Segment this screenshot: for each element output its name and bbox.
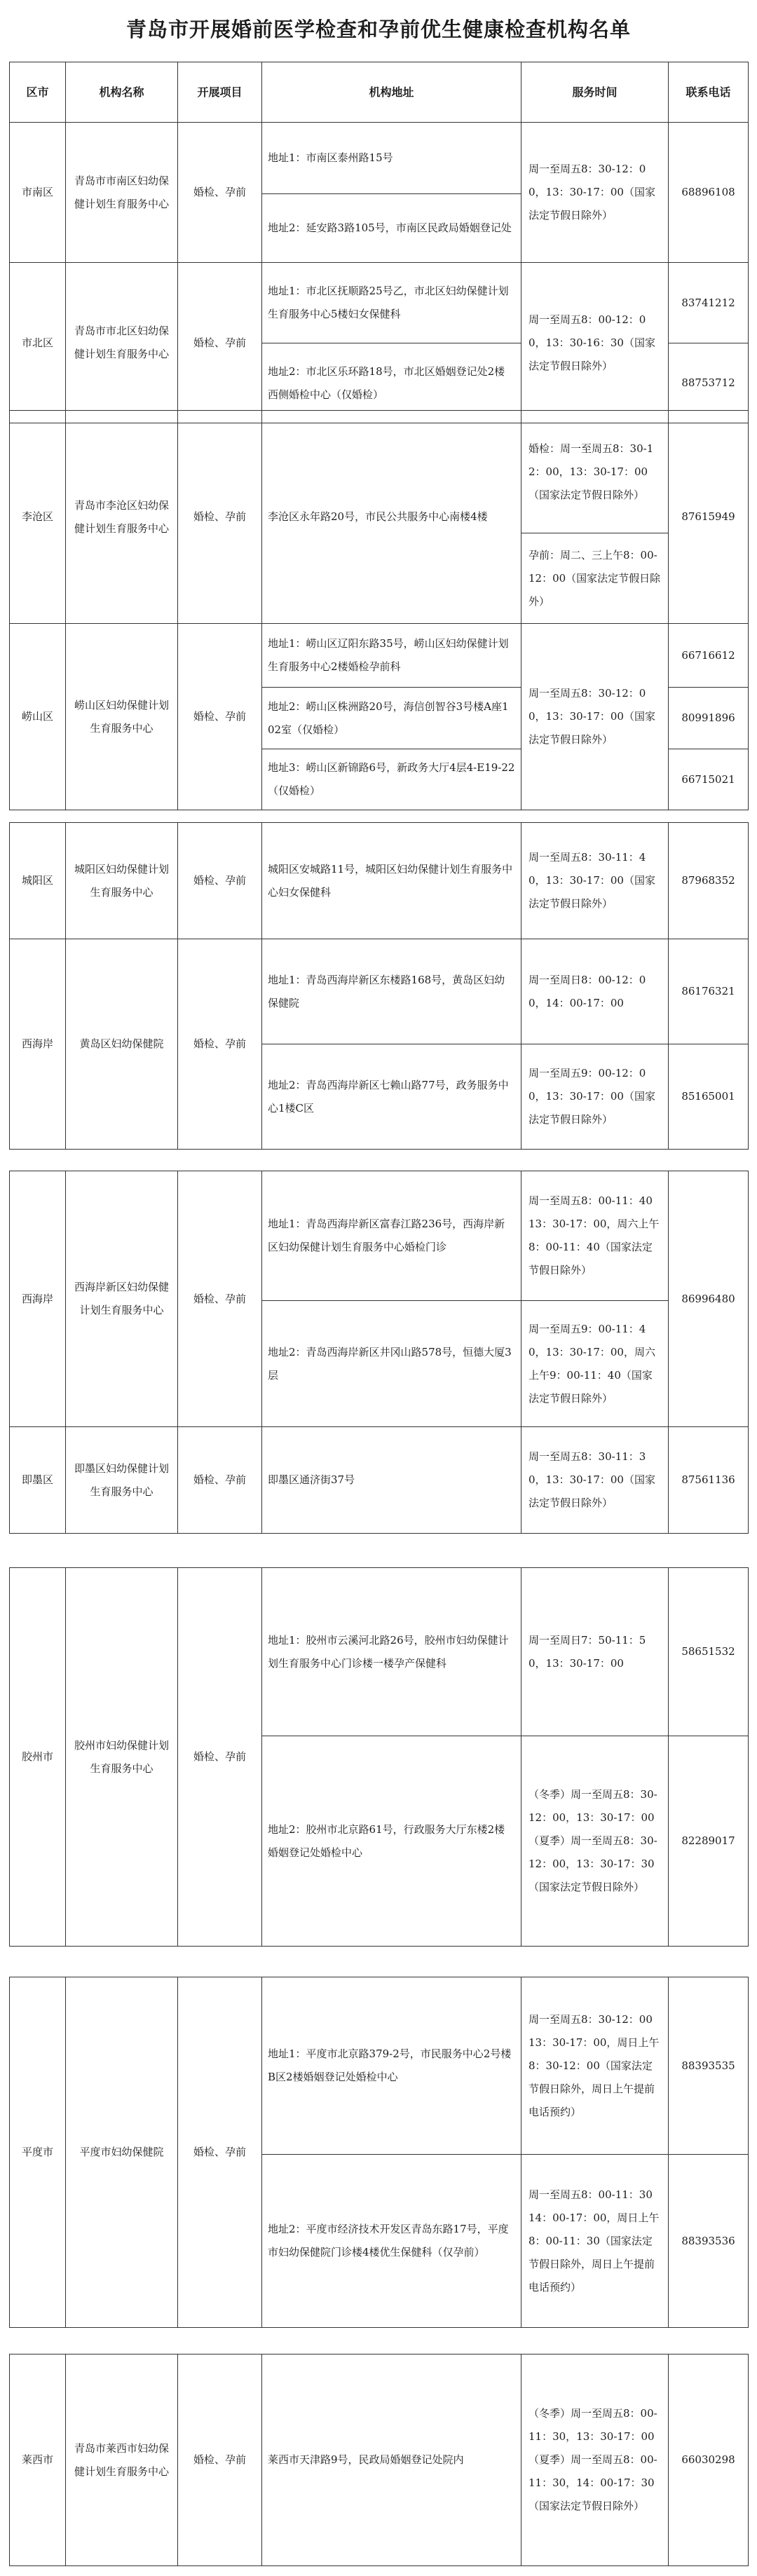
table-row [10,123,749,194]
phone-cell: 87968352 [669,823,749,939]
address-cell: 地址1：青岛西海岸新区东楼路168号，黄岛区妇幼保健院 [262,939,521,1044]
services-cell: 婚检、孕前 [178,1568,262,1947]
institution-table-page-6 [9,1977,749,2328]
phone-cell: 86996480 [669,1171,749,1427]
district-cell: 市北区 [10,263,66,423]
hours-cell: 周一至周五8：30-11：30，13：30-17：00（国家法定节假日除外） [521,1427,669,1534]
table-header-row [10,62,749,123]
address-cell: 地址2：市北区乐环路18号，市北区婚姻登记处2楼西侧婚检中心（仅婚检） [262,343,521,423]
hours-cell: 孕前：周二、三上午8：00-12：00（国家法定节假日除外） [521,533,669,624]
institution-table-page-2 [9,410,749,810]
district-cell: 即墨区 [10,1427,66,1534]
table-row [10,411,749,533]
district-cell: 城阳区 [10,823,66,939]
services-cell: 婚检、孕前 [178,1977,262,2328]
district-cell: 西海岸 [10,939,66,1150]
phone-cell: 85165001 [669,1044,749,1150]
institution-table-page-1 [9,62,749,423]
institution-name: 平度市妇幼保健院 [66,1977,178,2328]
services-cell: 婚检、孕前 [178,823,262,939]
hours-cell: 婚检：周一至周五8：30-12：00，13：30-17：00（国家法定节假日除外） [521,411,669,533]
services-cell: 婚检、孕前 [178,1427,262,1534]
phone-cell: 66715021 [669,749,749,810]
phone-cell: 87561136 [669,1427,749,1534]
institution-table-page-3 [9,822,749,1150]
header-address: 机构地址 [262,62,521,123]
address-cell: 地址2：胶州市北京路61号，行政服务大厅东楼2楼婚姻登记处婚检中心 [262,1736,521,1947]
table-row [10,624,749,688]
phone-cell: 58651532 [669,1568,749,1736]
address-cell: 地址2：延安路3路105号，市南区民政局婚姻登记处 [262,194,521,263]
header-phone: 联系电话 [669,62,749,123]
district-cell: 胶州市 [10,1568,66,1947]
hours-cell: （冬季）周一至周五8：30-12：00，13：30-17：00（夏季）周一至周五8：30-12：00，13：30-17：30（国家法定节假日除外） [521,1736,669,1947]
address-cell: 地址1：崂山区辽阳东路35号，崂山区妇幼保健计划生育服务中心2楼婚检孕前科 [262,624,521,688]
institution-table-page-4 [9,1171,749,1534]
address-cell: 莱西市天津路9号，民政局婚姻登记处院内 [262,2354,521,2566]
institution-table-page-5 [9,1567,749,1947]
address-cell: 地址1：胶州市云溪河北路26号，胶州市妇幼保健计划生育服务中心门诊楼一楼孕产保健科 [262,1568,521,1736]
phone-cell: 68896108 [669,123,749,263]
address-cell: 地址1：市南区泰州路15号 [262,123,521,194]
header-services: 开展项目 [178,62,262,123]
district-cell: 崂山区 [10,624,66,810]
table-row [10,1427,749,1534]
header-hours: 服务时间 [521,62,669,123]
phone-cell: 66030298 [669,2354,749,2566]
services-cell: 婚检、孕前 [178,263,262,423]
address-cell: 地址2：平度市经济技术开发区青岛东路17号，平度市妇幼保健院门诊楼4楼优生保健科（仅孕前） [262,2155,521,2328]
institution-name: 胶州市妇幼保健计划生育服务中心 [66,1568,178,1947]
phone-cell: 66716612 [669,624,749,688]
table-row [10,263,749,343]
phone-cell: 83741212 [669,263,749,343]
district-cell: 西海岸 [10,1171,66,1427]
hours-cell: 周一至周日7：50-11：50，13：30-17：00 [521,1568,669,1736]
services-cell: 婚检、孕前 [178,123,262,263]
hours-cell: 周一至周五8：30-12：00 13：30-17：00，周日上午8：30-12：00（国家法定节假日除外，周日上午提前电话预约） [521,1977,669,2155]
page-title: 青岛市开展婚前医学检查和孕前优生健康检查机构名单 [125,18,631,41]
hours-cell: （冬季）周一至周五8：00-11：30，13：30-17：00（夏季）周一至周五8：00-11：30，14：00-17：30（国家法定节假日除外） [521,2354,669,2566]
institution-name: 西海岸新区妇幼保健计划生育服务中心 [66,1171,178,1427]
table-row [10,2354,749,2566]
hours-cell: 周一至周五8：30-12：00，13：30-17：00（国家法定节假日除外） [521,123,669,263]
address-cell: 李沧区永年路20号，市民公共服务中心南楼4楼 [262,411,521,624]
district-cell: 市南区 [10,123,66,263]
phone-cell: 86176321 [669,939,749,1044]
table-row [10,939,749,1044]
hours-cell: 周一至周五9：00-11：40，13：30-17：00，周六上午9：00-11：40（国家法定节假日除外） [521,1301,669,1427]
hours-cell: 周一至周五8：00-11：30 14：00-17：00，周日上午8：00-11：30（国家法定节假日除外，周日上午提前电话预约） [521,2155,669,2328]
table-row [10,1977,749,2155]
institution-name: 黄岛区妇幼保健院 [66,939,178,1150]
institution-name: 城阳区妇幼保健计划生育服务中心 [66,823,178,939]
hours-cell: 周一至周五8：00-12：00，13：30-16：30（国家法定节假日除外） [521,263,669,423]
hours-cell: 周一至周日8：00-12：00，14：00-17：00 [521,939,669,1044]
institution-name: 青岛市莱西市妇幼保健计划生育服务中心 [66,2354,178,2566]
phone-cell: 87615949 [669,411,749,624]
table-row [10,1171,749,1301]
services-cell: 婚检、孕前 [178,411,262,624]
phone-cell: 80991896 [669,688,749,749]
services-cell: 婚检、孕前 [178,624,262,810]
address-cell: 地址2：崂山区株洲路20号，海信创智谷3号楼A座102室（仅婚检） [262,688,521,749]
address-cell: 地址1：市北区抚顺路25号乙，市北区妇幼保健计划生育服务中心5楼妇女保健科 [262,263,521,343]
institution-name: 青岛市市北区妇幼保健计划生育服务中心 [66,263,178,423]
hours-cell: 周一至周五8：00-11：40 13：30-17：00，周六上午8：00-11：40（国家法定节假日除外） [521,1171,669,1301]
address-cell: 即墨区通济街37号 [262,1427,521,1534]
district-cell: 平度市 [10,1977,66,2328]
address-cell: 地址2：青岛西海岸新区七赖山路77号，政务服务中心1楼C区 [262,1044,521,1150]
phone-cell: 88393536 [669,2155,749,2328]
phone-cell: 88393535 [669,1977,749,2155]
services-cell: 婚检、孕前 [178,2354,262,2566]
address-cell: 地址3：崂山区新锦路6号，新政务大厅4层4-E19-22（仅婚检） [262,749,521,810]
institution-name: 青岛市市南区妇幼保健计划生育服务中心 [66,123,178,263]
hours-cell: 周一至周五8：30-12：00，13：30-17：00（国家法定节假日除外） [521,624,669,810]
header-name: 机构名称 [66,62,178,123]
institution-name: 即墨区妇幼保健计划生育服务中心 [66,1427,178,1534]
institution-name: 崂山区妇幼保健计划生育服务中心 [66,624,178,810]
header-district: 区市 [10,62,66,123]
address-cell: 地址1：青岛西海岸新区富春江路236号，西海岸新区妇幼保健计划生育服务中心婚检门诊 [262,1171,521,1301]
services-cell: 婚检、孕前 [178,939,262,1150]
hours-cell: 周一至周五8：30-11：40，13：30-17：00（国家法定节假日除外） [521,823,669,939]
phone-cell: 82289017 [669,1736,749,1947]
table-row [10,823,749,939]
table-row [10,1568,749,1736]
institution-name: 青岛市李沧区妇幼保健计划生育服务中心 [66,411,178,624]
address-cell: 城阳区安城路11号，城阳区妇幼保健计划生育服务中心妇女保健科 [262,823,521,939]
hours-cell: 周一至周五9：00-12：00，13：30-17：00（国家法定节假日除外） [521,1044,669,1150]
address-cell: 地址2：青岛西海岸新区井冈山路578号，恒德大厦3层 [262,1301,521,1427]
phone-cell: 88753712 [669,343,749,423]
district-cell: 李沧区 [10,411,66,624]
institution-table-page-7 [9,2354,749,2566]
district-cell: 莱西市 [10,2354,66,2566]
address-cell: 地址1：平度市北京路379-2号，市民服务中心2号楼B区2楼婚姻登记处婚检中心 [262,1977,521,2155]
services-cell: 婚检、孕前 [178,1171,262,1427]
